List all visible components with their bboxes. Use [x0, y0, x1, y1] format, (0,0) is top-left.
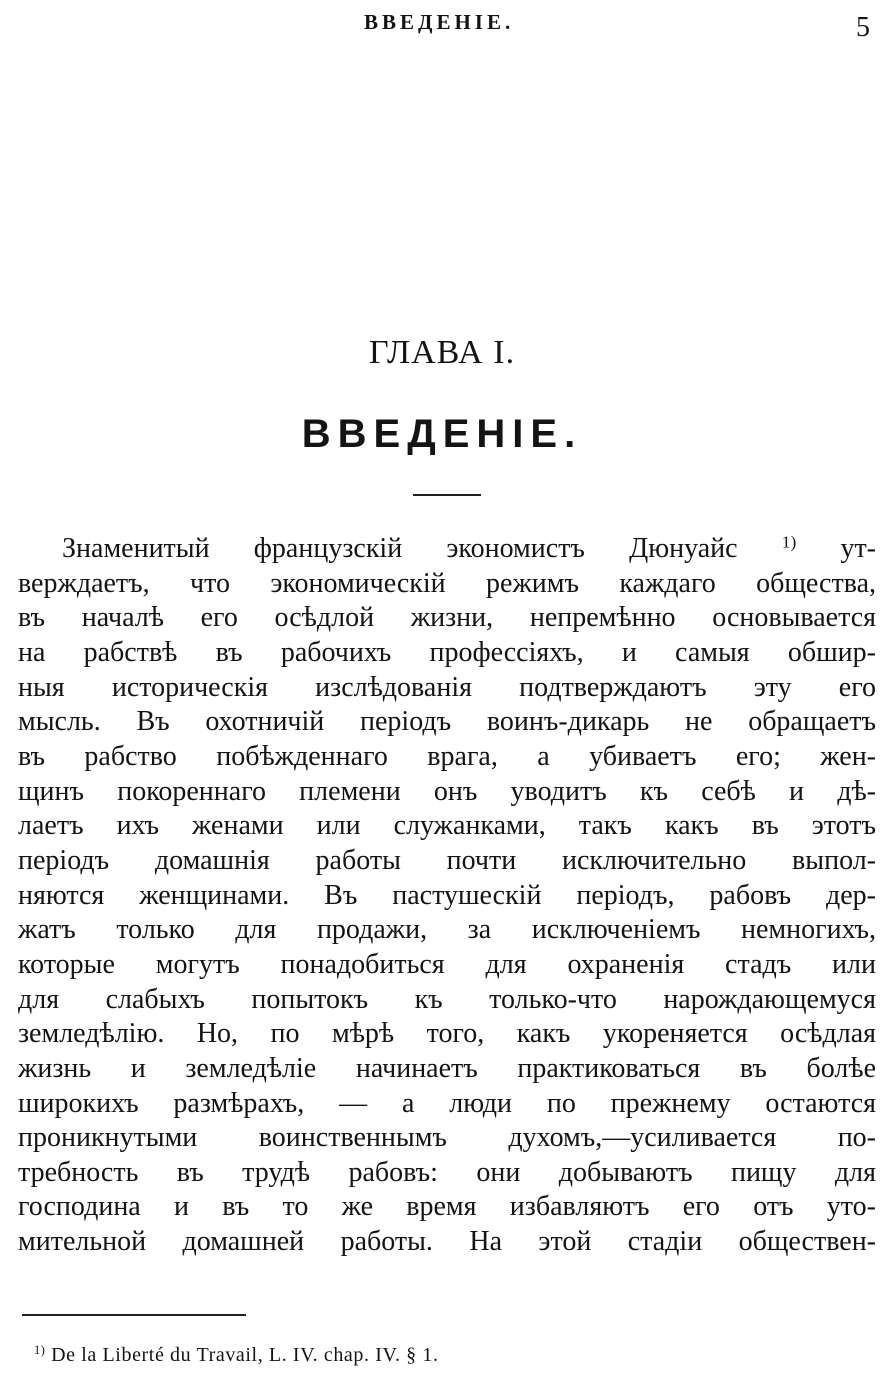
- text-line: жизнь и земледѣліе начинаетъ практиковаться въ болѣе: [18, 1052, 876, 1084]
- text-line: мысль. Въ охотничій періодъ воинъ-дикарь не обращаетъ: [18, 706, 876, 738]
- text-line: щинъ покореннаго племени онъ уводитъ къ себѣ и дѣ-: [18, 775, 876, 807]
- text-line: мительной домашней работы. На этой стадіи обществен-: [18, 1226, 876, 1258]
- text-line: въ началѣ его осѣдлой жизни, непремѣнно основывается: [18, 602, 876, 634]
- body-paragraph: [18, 532, 876, 1260]
- text-line: періодъ домашнія работы почти исключительно выпол-: [18, 844, 876, 876]
- chapter-label: ГЛАВА I.: [368, 334, 516, 371]
- footnote-marker: 1): [34, 1343, 46, 1358]
- page-number: 5: [856, 12, 870, 43]
- text-line: земледѣлію. Но, по мѣрѣ того, какъ укореняется осѣдлая: [18, 1018, 876, 1050]
- text-line: господина и въ то же время избавляютъ его отъ уто-: [18, 1191, 876, 1223]
- footnote-text: De la Liberté du Travail, L. IV. chap. IV. § 1.: [51, 1344, 439, 1366]
- text-line: проникнутыми воинственнымъ духомъ,—усиливается по-: [18, 1122, 876, 1154]
- footnote: [34, 1344, 439, 1367]
- footnote-divider: [22, 1314, 246, 1316]
- text-line-content: Знаменитый французскій экономистъ Дюнуайс: [62, 533, 738, 564]
- title-divider: [413, 494, 481, 496]
- text-line: лаетъ ихъ женами или служанками, такъ какъ въ этотъ: [18, 810, 876, 842]
- text-line: широкихъ размѣрахъ, — а люди по прежнему остаются: [18, 1087, 876, 1119]
- text-line: въ рабство побѣжденнаго врага, а убиваетъ его; жен-: [18, 740, 876, 772]
- text-line: [18, 532, 876, 567]
- text-line-tail: ут-: [840, 533, 876, 564]
- running-head: ВВЕДЕНIЕ.: [364, 10, 515, 34]
- text-line: верждаетъ, что экономическій режимъ каждаго общества,: [18, 567, 876, 599]
- text-line: на рабствѣ въ рабочихъ профессіяхъ, и самыя обшир-: [18, 636, 876, 668]
- text-line: для слабыхъ попытокъ къ только-что нарождающемуся: [18, 983, 876, 1015]
- text-line: ныя историческія изслѣдованія подтверждаютъ эту его: [18, 671, 876, 703]
- text-line: жатъ только для продажи, за исключеніемъ немногихъ,: [18, 914, 876, 946]
- text-line: няются женщинами. Въ пастушескій періодъ, рабовъ дер-: [18, 879, 876, 911]
- text-line: которые могутъ понадобиться для охраненія стадъ или: [18, 948, 876, 980]
- chapter-title: ВВЕДЕНIЕ.: [301, 412, 583, 456]
- text-line: требность въ трудѣ рабовъ: они добываютъ пищу для: [18, 1156, 876, 1188]
- footnote-reference: 1): [781, 532, 797, 552]
